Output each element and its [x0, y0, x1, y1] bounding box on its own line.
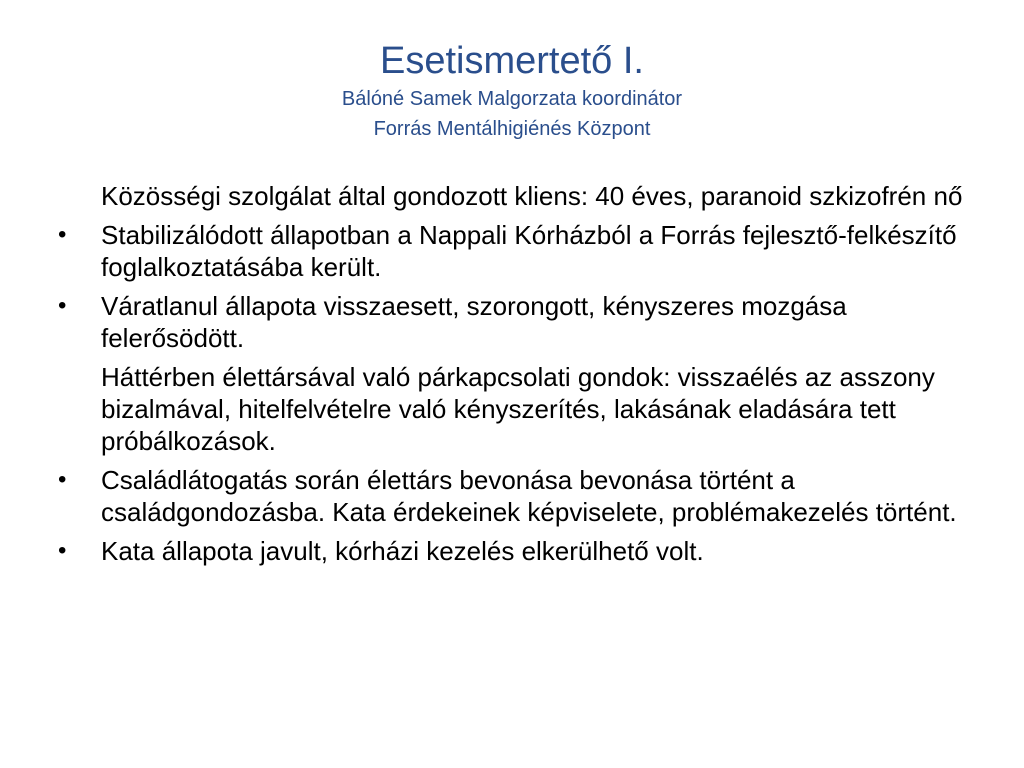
body-paragraph [56, 180, 976, 212]
bullet-item [56, 219, 976, 283]
slide-title: Esetismertető I. [380, 40, 644, 82]
bullet-dot-icon: • [58, 537, 67, 564]
bullet-dot-icon: • [58, 221, 67, 248]
bullet-dot-icon: • [58, 292, 67, 319]
bullet-item [56, 290, 976, 354]
slide-subtitle-coordinator: Bálóné Samek Malgorzata koordinátor [341, 88, 683, 110]
bullet-text: Családlátogatás során élettárs bevonása bevonása történt a családgondozásba. Kata érdekeinek képviselete, problémakezelés történt. [101, 465, 957, 527]
slide-body [56, 180, 976, 574]
body-paragraph [56, 361, 976, 457]
slide-subtitle-organization: Forrás Mentálhigiénés Központ [373, 118, 651, 140]
paragraph-text: Közösségi szolgálat által gondozott kliens: 40 éves, paranoid szkizofrén nő [101, 181, 963, 211]
bullet-item [56, 464, 976, 528]
paragraph-text: Háttérben élettársával való párkapcsolati gondok: visszaélés az asszony bizalmával, hitelfelvételre való kényszerítés, lakásának eladására tett próbálkozások. [101, 362, 935, 456]
bullet-text: Kata állapota javult, kórházi kezelés elkerülhető volt. [101, 536, 704, 566]
slide-title-block [0, 38, 1024, 144]
bullet-item [56, 535, 976, 567]
bullet-text: Váratlanul állapota visszaesett, szorongott, kényszeres mozgása felerősödött. [101, 291, 847, 353]
bullet-dot-icon: • [58, 466, 67, 493]
bullet-text: Stabilizálódott állapotban a Nappali Kórházból a Forrás fejlesztő-felkészítő foglalkoztatásába került. [101, 220, 957, 282]
